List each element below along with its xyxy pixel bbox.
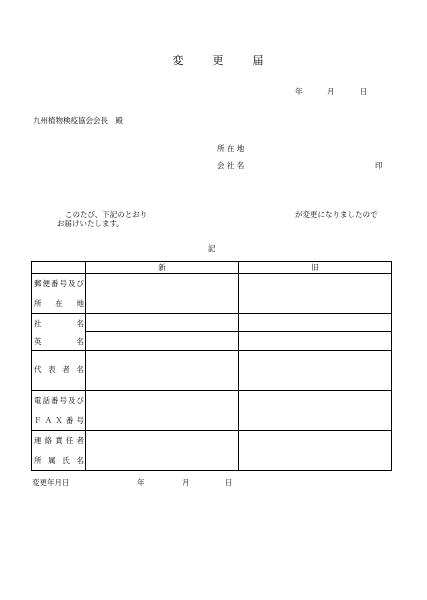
label-char: び bbox=[76, 279, 84, 288]
label-char: 話 bbox=[42, 396, 50, 405]
row-label-contact-person bbox=[32, 431, 86, 471]
label-char: 号 bbox=[76, 416, 84, 425]
label-char: Ａ bbox=[44, 416, 53, 425]
label-char: 氏 bbox=[62, 456, 70, 465]
new-value-cell[interactable] bbox=[86, 314, 239, 351]
label-char: 責 bbox=[55, 436, 63, 445]
row-label-phone-fax bbox=[32, 391, 86, 431]
label-char: 在 bbox=[55, 299, 63, 308]
page-title: 変 更 届 bbox=[172, 54, 273, 67]
label-line bbox=[34, 337, 84, 346]
cell-divider bbox=[86, 331, 238, 332]
new-value-cell[interactable] bbox=[86, 351, 239, 391]
header-new: 新 bbox=[86, 262, 239, 274]
address-label: 所 在 地 bbox=[217, 144, 245, 153]
header-blank-cell bbox=[32, 262, 86, 274]
body-line2: お届けいたします。 bbox=[57, 219, 124, 228]
ki-mark: 記 bbox=[208, 244, 216, 253]
table-row bbox=[32, 314, 392, 351]
label-line bbox=[34, 279, 84, 288]
label-char: 代 bbox=[34, 365, 42, 374]
label-line bbox=[34, 436, 84, 445]
change-date-month: 月 bbox=[182, 478, 190, 487]
label-char: 番 bbox=[51, 279, 59, 288]
table-row bbox=[32, 431, 392, 471]
change-date-year: 年 bbox=[137, 478, 145, 487]
label-char: 名 bbox=[76, 337, 84, 346]
label-char: 名 bbox=[76, 365, 84, 374]
label-char: 便 bbox=[42, 279, 50, 288]
label-char: 及 bbox=[68, 396, 76, 405]
label-line bbox=[34, 365, 84, 374]
label-char: 者 bbox=[76, 436, 84, 445]
change-date-day: 日 bbox=[225, 478, 233, 487]
label-line bbox=[34, 456, 84, 465]
company-label: 会 社 名 bbox=[217, 161, 245, 170]
label-char: び bbox=[76, 396, 84, 405]
label-char: Ｆ bbox=[34, 416, 42, 425]
label-char: 及 bbox=[68, 279, 76, 288]
label-char: 郵 bbox=[34, 279, 42, 288]
label-char: 任 bbox=[65, 436, 74, 445]
label-char: 所 bbox=[34, 299, 42, 308]
label-char: 電 bbox=[34, 396, 42, 405]
label-char: 号 bbox=[59, 279, 67, 288]
label-char: 者 bbox=[62, 365, 70, 374]
date-month-label: 月 bbox=[327, 87, 335, 96]
table-header-row bbox=[32, 262, 392, 274]
label-char: 社 bbox=[34, 319, 42, 328]
new-value-cell[interactable] bbox=[86, 431, 239, 471]
label-char: 地 bbox=[76, 299, 84, 308]
old-value-cell[interactable] bbox=[239, 274, 392, 314]
old-value-cell[interactable] bbox=[239, 314, 392, 351]
cell-divider bbox=[239, 331, 391, 332]
body-line1-right: が変更になりましたので bbox=[295, 210, 378, 219]
new-value-cell[interactable] bbox=[86, 274, 239, 314]
label-line bbox=[34, 416, 84, 425]
label-char: 号 bbox=[59, 396, 67, 405]
old-value-cell[interactable] bbox=[239, 431, 392, 471]
label-char: 名 bbox=[76, 319, 84, 328]
change-date-label: 変更年月日 bbox=[32, 478, 70, 487]
table-row bbox=[32, 351, 392, 391]
label-char: 番 bbox=[51, 396, 59, 405]
date-day-label: 日 bbox=[360, 87, 368, 96]
label-line bbox=[34, 319, 84, 328]
date-year-label: 年 bbox=[295, 87, 303, 96]
label-char: 属 bbox=[48, 456, 56, 465]
seal-mark: 印 bbox=[375, 161, 383, 170]
row-label-representative bbox=[32, 351, 86, 391]
row-label-company-name bbox=[32, 314, 86, 351]
header-old: 旧 bbox=[239, 262, 392, 274]
old-value-cell[interactable] bbox=[239, 351, 392, 391]
new-value-cell[interactable] bbox=[86, 391, 239, 431]
label-char: 絡 bbox=[44, 436, 53, 445]
label-char: Ｘ bbox=[55, 416, 63, 425]
table-row bbox=[32, 274, 392, 314]
label-char: 番 bbox=[65, 416, 74, 425]
recipient: 九州植物検疫協会会長 殿 bbox=[33, 116, 123, 125]
label-char: 所 bbox=[34, 456, 42, 465]
row-label-postal-address bbox=[32, 274, 86, 314]
label-char: 連 bbox=[34, 436, 42, 445]
change-form-table bbox=[31, 261, 392, 471]
label-char: 表 bbox=[48, 365, 56, 374]
body-line1-left: このたび、下記のとおり bbox=[65, 210, 148, 219]
label-char: 英 bbox=[34, 337, 42, 346]
table-row bbox=[32, 391, 392, 431]
old-value-cell[interactable] bbox=[239, 391, 392, 431]
label-line bbox=[34, 299, 84, 308]
label-char: 名 bbox=[76, 456, 84, 465]
label-line bbox=[34, 396, 84, 405]
